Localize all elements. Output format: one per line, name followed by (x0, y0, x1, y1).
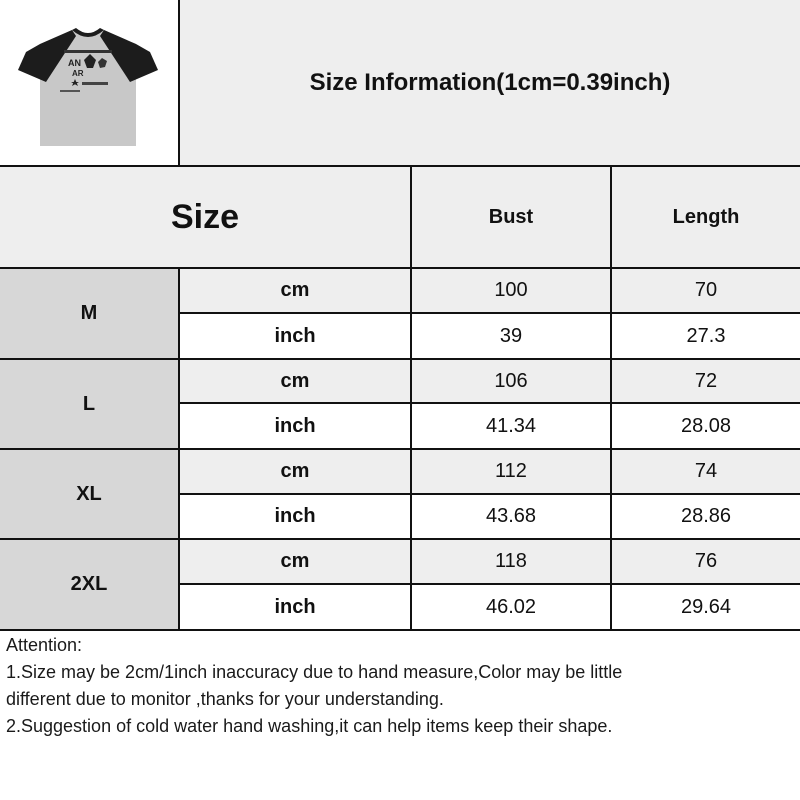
bust-value: 43.68 (412, 495, 610, 538)
grid-line (178, 402, 800, 404)
unit-cm: cm (180, 450, 410, 493)
bust-value: 39 (412, 314, 610, 358)
bust-value: 46.02 (412, 585, 610, 629)
grid-line (0, 267, 800, 269)
attention-heading: Attention: (6, 635, 83, 655)
grid-line (178, 312, 800, 314)
size-label-xl: XL (0, 450, 178, 538)
length-value: 28.86 (612, 495, 800, 538)
note-line: 2.Suggestion of cold water hand washing,it can help items keep their shape. (6, 716, 613, 736)
length-value: 29.64 (612, 585, 800, 629)
unit-cm: cm (180, 269, 410, 312)
length-value: 27.3 (612, 314, 800, 358)
size-column-header: Size (0, 167, 410, 267)
bust-value: 41.34 (412, 404, 610, 448)
grid-line (0, 165, 800, 167)
size-label-m: M (0, 269, 178, 358)
length-value: 70 (612, 269, 800, 312)
bust-value: 112 (412, 450, 610, 493)
grid-line (0, 538, 800, 540)
grid-line (178, 0, 180, 165)
unit-inch: inch (180, 404, 410, 448)
size-label-2xl: 2XL (0, 540, 178, 629)
product-thumbnail (0, 0, 178, 165)
grid-line (0, 358, 800, 360)
bust-column-header: Bust (412, 167, 610, 267)
note-line: different due to monitor ,thanks for your understanding. (6, 689, 444, 709)
grid-line (0, 629, 800, 631)
unit-cm: cm (180, 540, 410, 583)
length-value: 74 (612, 450, 800, 493)
bust-value: 100 (412, 269, 610, 312)
grid-line (410, 165, 412, 630)
unit-cm: cm (180, 360, 410, 402)
bust-value: 106 (412, 360, 610, 402)
tshirt-icon (0, 0, 178, 165)
unit-inch: inch (180, 585, 410, 629)
length-value: 28.08 (612, 404, 800, 448)
size-info-title: Size Information(1cm=0.39inch) (180, 0, 800, 165)
size-label-l: L (0, 360, 178, 448)
attention-notes (6, 632, 796, 740)
grid-line (178, 493, 800, 495)
grid-line (178, 583, 800, 585)
unit-inch: inch (180, 495, 410, 538)
length-value: 76 (612, 540, 800, 583)
length-value: 72 (612, 360, 800, 402)
length-column-header: Length (612, 167, 800, 267)
shirt-print-text: AR (72, 69, 84, 78)
unit-inch: inch (180, 314, 410, 358)
note-line: 1.Size may be 2cm/1inch inaccuracy due to hand measure,Color may be little (6, 662, 623, 682)
bust-value: 118 (412, 540, 610, 583)
grid-line (610, 165, 612, 630)
shirt-print-text: AN (68, 58, 81, 68)
grid-line (0, 448, 800, 450)
